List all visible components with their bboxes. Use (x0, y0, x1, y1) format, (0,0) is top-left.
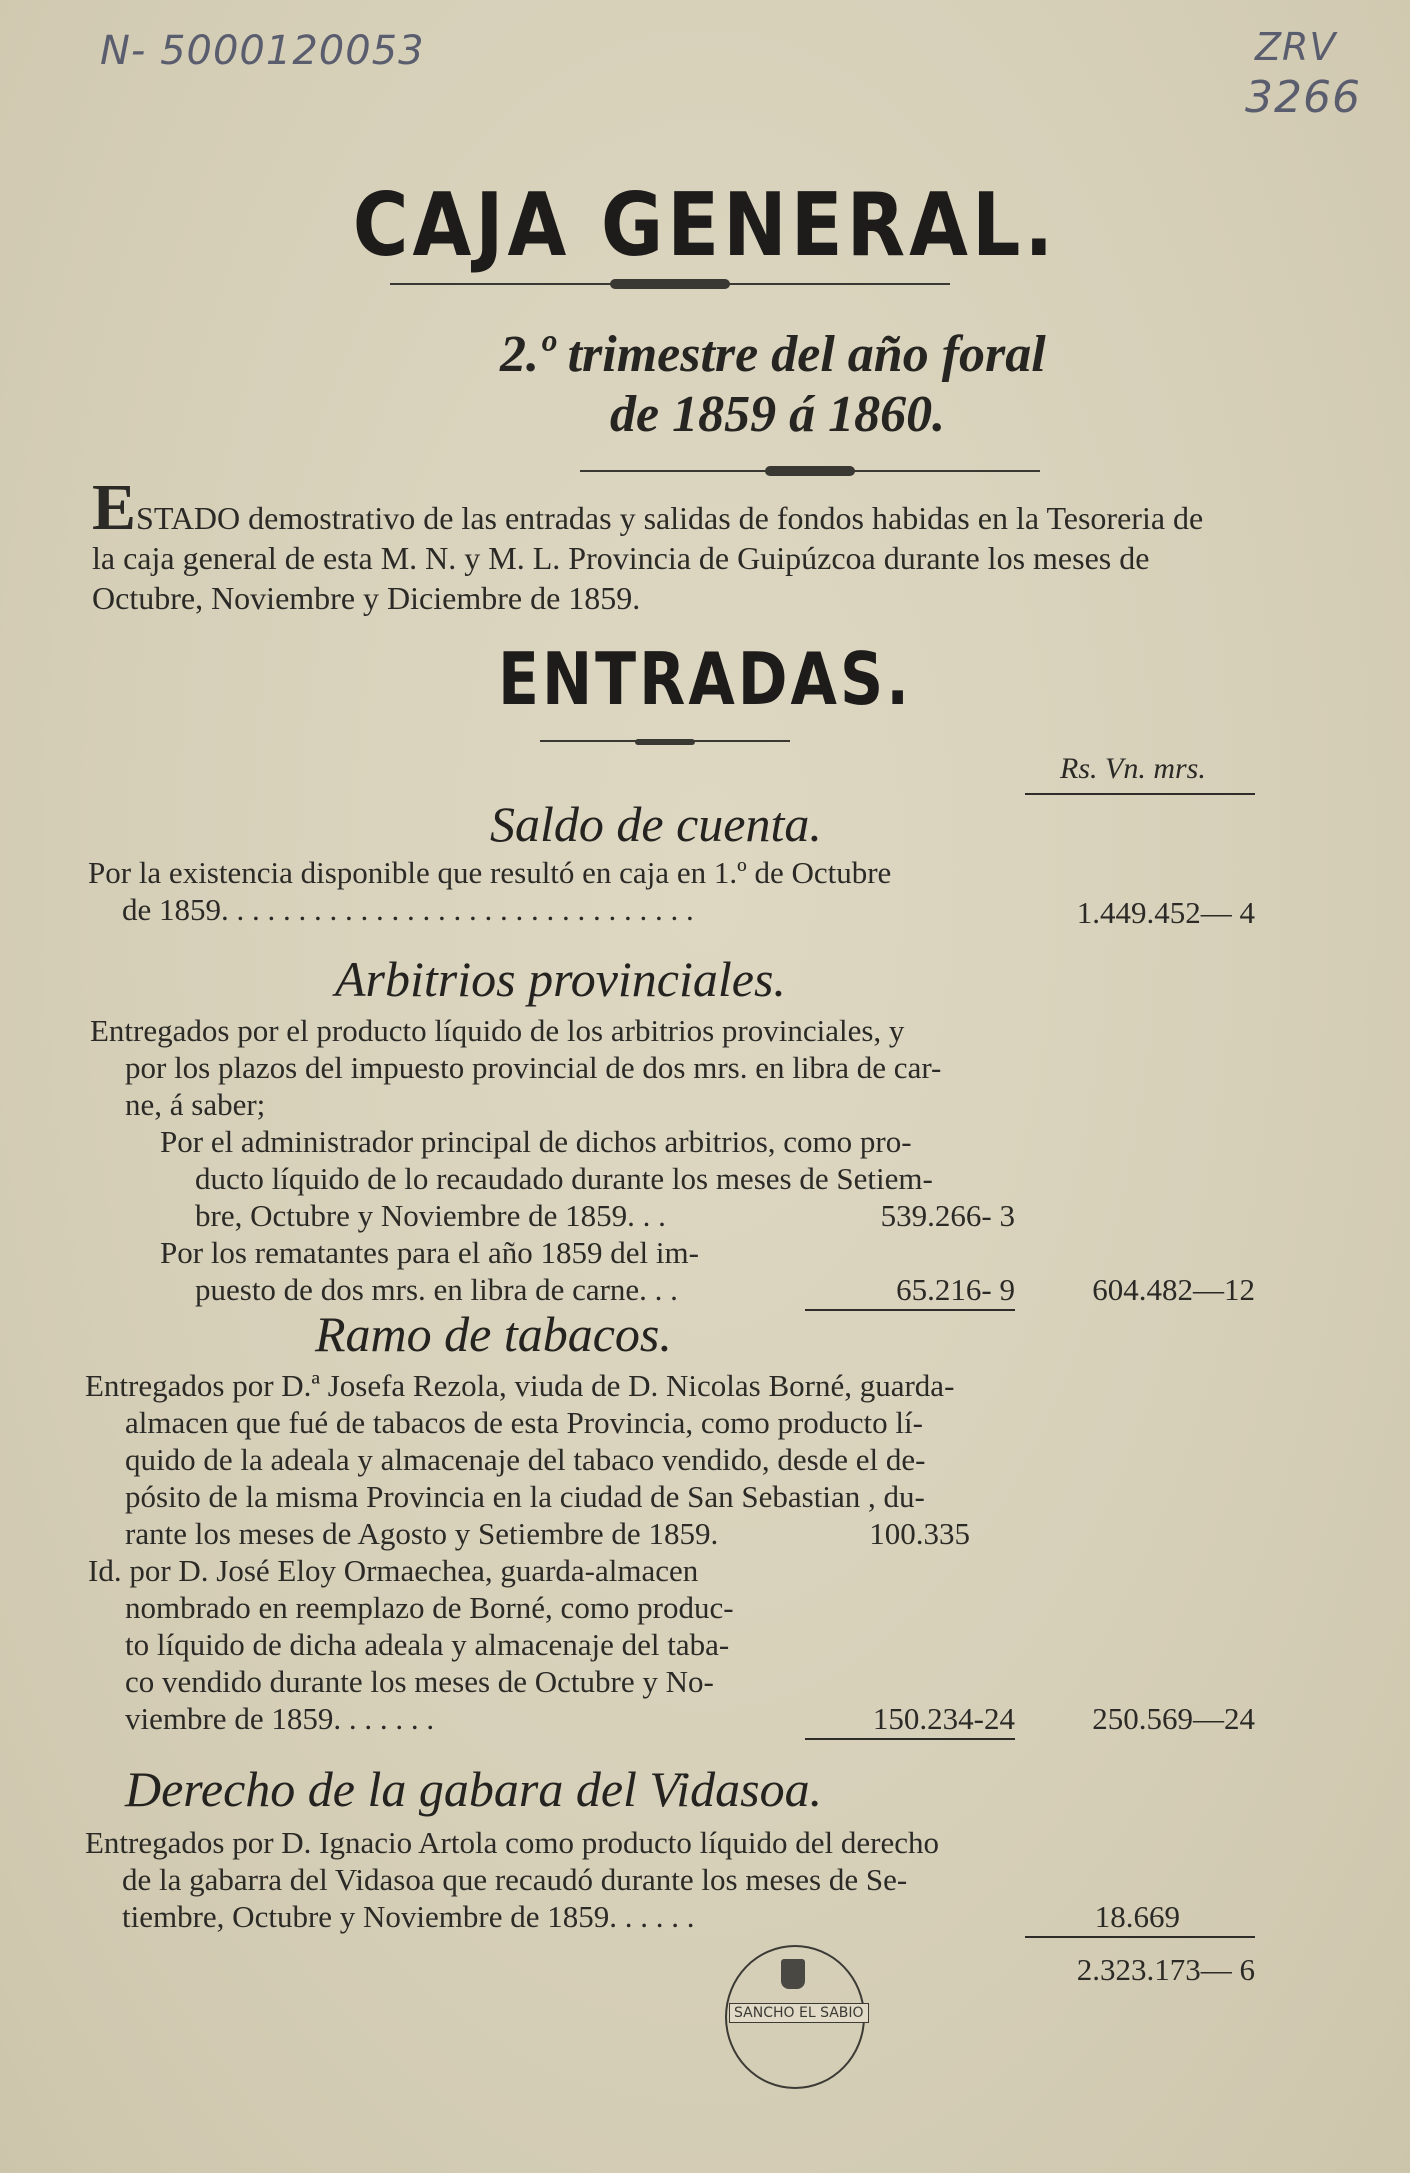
grand-total-rule (1025, 1936, 1255, 1938)
intro-line-2: la caja general de esta M. N. y M. L. Provincia de Guipúzcoa durante los meses de (92, 540, 1150, 576)
section-heading-saldo: Saldo de cuenta. (490, 796, 822, 852)
tabacos-total: 250.569—24 (1092, 1701, 1255, 1736)
arbitrios-item1-line-2: ducto líquido de lo recaudado durante los meses de Setiem- (195, 1161, 933, 1196)
arbitrios-item1-line-3: bre, Octubre y Noviembre de 1859. . . (195, 1198, 666, 1233)
tabacos-line-4: pósito de la misma Provincia en la ciudad de San Sebastian , du- (125, 1479, 925, 1514)
signature-handwritten-top: ZRV (1255, 25, 1337, 69)
stamp-text: SANCHO EL SABIO (729, 2003, 869, 2023)
library-stamp-icon (725, 1945, 865, 2090)
tabacos-sum-rule (805, 1738, 1015, 1740)
saldo-line-2: de 1859. . . . . . . . . . . . . . . . . . . . . . . . . . . . . . . (122, 892, 694, 927)
tabacos-item1-amount: 100.335 (869, 1516, 970, 1551)
intro-paragraph (92, 471, 1272, 618)
tabacos-line-2: almacen que fué de tabacos de esta Provincia, como producto lí- (125, 1405, 923, 1440)
entradas-divider (540, 740, 790, 742)
catalog-number-handwritten: N- 5000120053 (100, 28, 425, 74)
tabacos-line-10: viembre de 1859. . . . . . . (125, 1701, 435, 1736)
page-title: CAJA GENERAL. (352, 173, 1058, 276)
signature-handwritten-bottom: 3266 (1245, 72, 1361, 123)
arbitrios-item1-line-1: Por el administrador principal de dichos arbitrios, como pro- (160, 1124, 912, 1159)
arbitrios-line-3: ne, á saber; (125, 1087, 266, 1122)
section-heading-gabara: Derecho de la gabara del Vidasoa. (125, 1761, 823, 1817)
gabara-line-1: Entregados por D. Ignacio Artola como producto líquido del derecho (85, 1825, 939, 1860)
tabacos-line-1: Entregados por D.ª Josefa Rezola, viuda de D. Nicolas Borné, guarda- (85, 1368, 955, 1403)
gabara-line-2: de la gabarra del Vidasoa que recaudó durante los meses de Se- (122, 1862, 908, 1897)
intro-dropcap: E (92, 471, 137, 544)
tabacos-line-5: rante los meses de Agosto y Setiembre de 1859. (125, 1516, 719, 1551)
intro-line-3: Octubre, Noviembre y Diciembre de 1859. (92, 580, 641, 616)
subtitle-line-2: de 1859 á 1860. (610, 386, 946, 443)
gabara-total: 18.669 (1094, 1899, 1180, 1934)
tabacos-line-6: Id. por D. José Eloy Ormaechea, guarda-almacen (88, 1553, 699, 1588)
title-ornament-divider (390, 283, 950, 285)
arbitrios-line-1: Entregados por el producto líquido de los arbitrios provinciales, y (90, 1013, 905, 1048)
section-heading-tabacos: Ramo de tabacos. (315, 1306, 672, 1362)
subtitle-ornament-divider (580, 470, 1040, 472)
arbitrios-total: 604.482—12 (1092, 1272, 1255, 1307)
entradas-heading: ENTRADAS. (497, 638, 912, 722)
tabacos-line-8: to líquido de dicha adeala y almacenaje del taba- (125, 1627, 730, 1662)
section-heading-arbitrios: Arbitrios provinciales. (335, 951, 786, 1007)
tabacos-line-9: co vendido durante los meses de Octubre y No- (125, 1664, 714, 1699)
gabara-line-3: tiembre, Octubre y Noviembre de 1859. . . . . . (122, 1899, 695, 1934)
currency-header-rule (1025, 793, 1255, 795)
saldo-line-1: Por la existencia disponible que resultó en caja en 1.º de Octubre (88, 855, 892, 890)
currency-header: Rs. Vn. mrs. (1060, 752, 1206, 785)
subtitle-line-1: 2.º trimestre del año foral (500, 326, 1046, 383)
tabacos-item2-amount: 150.234-24 (872, 1701, 1015, 1736)
saldo-total: 1.449.452— 4 (1076, 895, 1255, 930)
arbitrios-sum-rule (805, 1309, 1015, 1311)
arbitrios-item2-line-2: puesto de dos mrs. en libra de carne. . . (195, 1272, 678, 1307)
tabacos-line-3: quido de la adeala y almacenaje del tabaco vendido, desde el de- (125, 1442, 926, 1477)
arbitrios-line-2: por los plazos del impuesto provincial de dos mrs. en libra de car- (125, 1050, 942, 1085)
arbitrios-item2-amount: 65.216- 9 (896, 1272, 1015, 1307)
arbitrios-item2-line-1: Por los rematantes para el año 1859 del im- (160, 1235, 699, 1270)
tabacos-line-7: nombrado en reemplazo de Borné, como produc- (125, 1590, 734, 1625)
grand-total: 2.323.173— 6 (1076, 1952, 1255, 1987)
intro-line-1: STADO demostrativo de las entradas y salidas de fondos habidas en la Tesoreria de (136, 500, 1204, 536)
arbitrios-item1-amount: 539.266- 3 (880, 1198, 1015, 1233)
